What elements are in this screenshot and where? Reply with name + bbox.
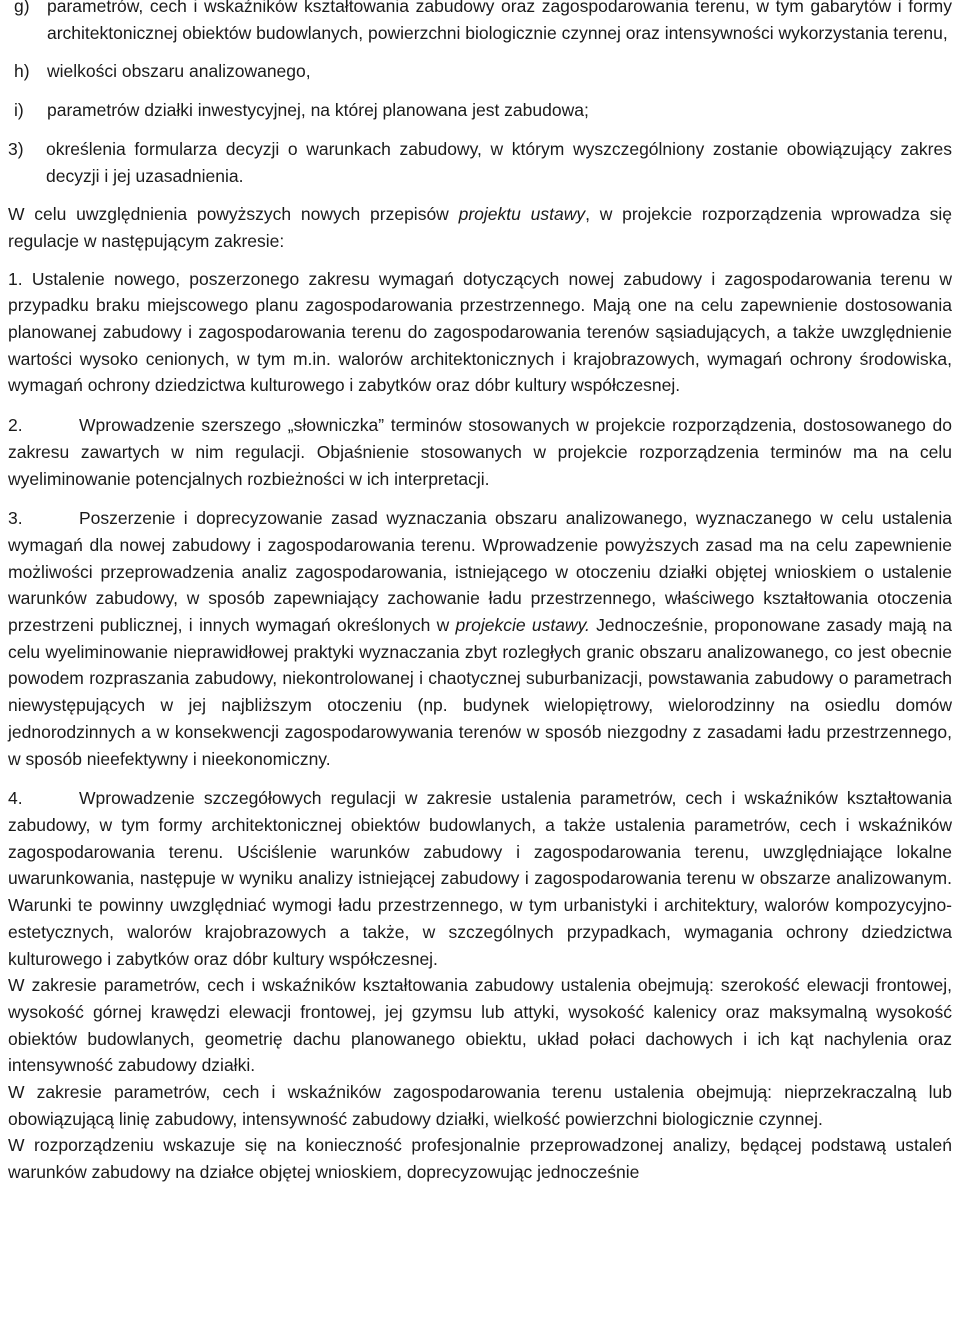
paragraph-building-parameters: W zakresie parametrów, cech i wskaźników kształtowania zabudowy ustalenia obejmują: szerokość elewacji frontowej, wysokość górnej krawędzi elewacji frontowej, jej gzymsu lub attyki, wysokość kalenicy oraz maksymalną wysokość obiektów budowlanych, geometrię dachu planowanego obiektu, układ połaci dachowych i ich kąt nachylenia oraz intensywność zabudowy działki. [8,975,952,1076]
intro-italic: projektu ustawy [458,204,586,225]
list-item-text: parametrów działki inwestycyjnej, na której planowana jest zabudowa; [47,100,589,121]
point-text: Wprowadzenie szczegółowych regulacji w zakresie ustalenia parametrów, cech i wskaźników kształtowania zabudowy, w tym formy architektonicznej obiektów budowlanych, a także ustalenia parametrów, cech i wskaźników zagospodarowania terenu. Uściślenie warunków zabudowy i zagospodarowania terenu, uwzględniające lokalne uwarunkowania, następuje w wyniku analizy istniejącej zabudowy i zagospodarowania terenu w obszarze analizowanym. Warunki te powinny uwzględniać wymogi ładu przestrzennego, w tym urbanistyki i architektury, walorów kompozycyjno-estetycznych, walorów krajobrazowych a także, w szczególnych przypadkach, wymagania ochrony dziedzictwa kulturowego i zabytków oraz dóbr kultury współczesnej. [8,788,952,969]
point-number: 2. [8,415,23,436]
list-marker: 3) [8,138,24,159]
point-italic: projekcie ustawy. [455,615,590,636]
list-item-h [8,58,952,85]
list-marker: i) [14,100,24,121]
intro-text-end: , w projekcie rozporządzenia wprowadza się regulacje w następującym zakresie: [8,204,952,251]
point-text: Wprowadzenie szerszego „słowniczka” terminów stosowanych w projekcie rozporządzenia, dostosowanego do zakresu zawartych w nim regulacji. Objaśnienie stosowanych w projekcie rozporządzenia terminów ma na celu wyeliminowanie potencjalnych rozbieżności w ich interpretacji. [8,415,952,489]
point-number: 3. [8,508,23,529]
list-marker: h) [14,61,30,82]
point-text-end: Jednocześnie, proponowane zasady mają na celu wyeliminowanie nieprawidłowej praktyki wyznaczania zbyt rozległych granic obszaru analizowanego, co jest obecnie powodem rozpraszania zabudowy, niekontrolowanej i chaotycznej suburbanizacji, powstawania zabudowy o parametrach niewystępujących w jej najbliższym otoczeniu (np. budynek wielopiętrowy, wielorodzinny na osiedlu domów jednorodzinnych a w konsekwencji zagospodarowywania terenów w sposób niezgodny z zasadami ładu przestrzennego, w sposób nieefektywny i nieekonomiczny. [8,615,953,769]
paragraph-land-parameters: W zakresie parametrów, cech i wskaźników zagospodarowania terenu ustalenia obejmują: nieprzekraczalną lub obowiązującą linię zabudowy, intensywność zabudowy działki, wielkość powierzchni biologicznie czynnej. [8,1082,952,1129]
intro-paragraph [8,201,952,254]
list-item-text: wielkości obszaru analizowanego, [47,61,311,82]
paragraph-analysis: W rozporządzeniu wskazuje się na konieczność profesjonalnie przeprowadzonej analizy, będącej podstawą ustaleń warunków zabudowy na działce objętej wnioskiem, doprecyzowując jednocześnie [8,1135,952,1183]
point-1 [8,266,952,400]
point-4 [8,785,952,972]
point-number: 4. [8,788,23,809]
list-marker: g) [14,0,30,16]
point-3 [8,505,952,772]
intro-text: W celu uwzględnienia powyższych nowych przepisów [8,204,459,225]
list-item-text: określenia formularza decyzji o warunkach zabudowy, w którym wyszczególniony zostanie obowiązujący zakres decyzji i jej uzasadnienia. [46,138,952,186]
point-text: Ustalenie nowego, poszerzonego zakresu wymagań dotyczących nowej zabudowy i zagospodarowania terenu w przypadku braku miejscowego planu zagospodarowania przestrzennego. Mają one na celu zapewnienie dostosowania planowanej zabudowy i zagospodarowania terenu do zagospodarowania terenów sąsiadujących, a także uwzględnienie wartości wysoko cenionych, w tym m.in. walorów architektonicznych i krajobrazowych, wymagań ochrony środowiska, wymagań ochrony dziedzictwa kulturowego i zabytków oraz dóbr kultury współczesnej. [8,268,952,396]
point-number: 1. [8,268,23,289]
point-2 [8,412,952,492]
list-item-text: parametrów, cech i wskaźników kształtowania zabudowy oraz zagospodarowania terenu, w tym gabarytów i formy architektonicznej obiektów budowlanych, powierzchni biologicznie czynnej oraz intensywności wykorzystania terenu, [47,0,952,43]
list-item-g [8,0,952,46]
point-text: Poszerzenie i doprecyzowanie zasad wyznaczania obszaru analizowanego, wyznaczanego w celu ustalenia wymagań dla nowej zabudowy i zagospodarowania terenu. Wprowadzenie powyższych zasad ma na celu zapewnienie możliwości przeprowadzenia analiz zagospodarowania, istniejącego w otoczeniu działki objętej wnioskiem o ustalenie warunków zabudowy, w sposób zapewniający zachowanie ładu przestrzennego, właściwego kształtowania otoczenia przestrzeni publicznej, i innych wymagań określonych w [8,508,952,636]
list-item-i [8,97,952,124]
list-item-3 [8,136,952,189]
